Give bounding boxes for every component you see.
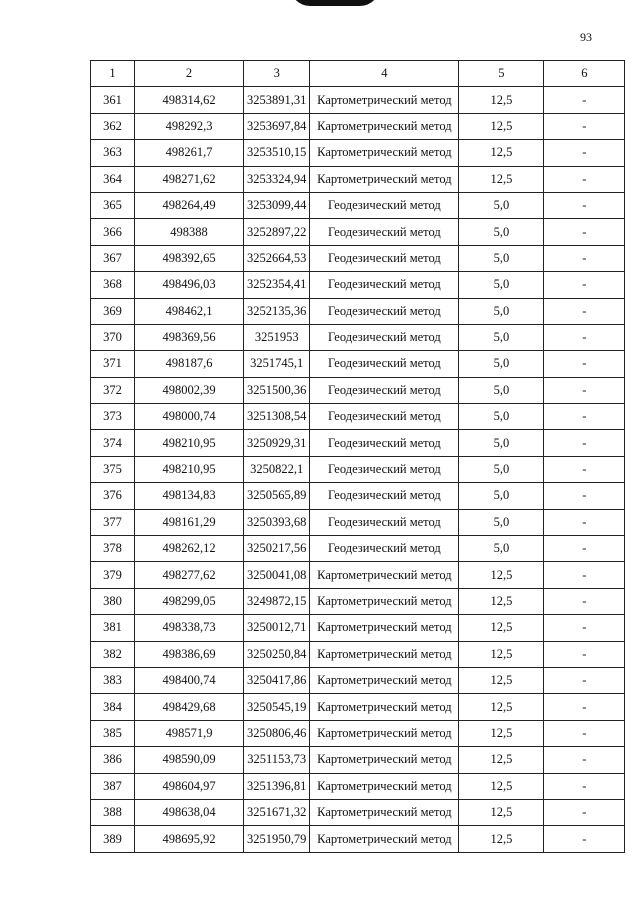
- table-cell: 498292,3: [135, 113, 244, 139]
- table-cell: Картометрический метод: [310, 773, 459, 799]
- table-cell: Геодезический метод: [310, 272, 459, 298]
- table-cell: Геодезический метод: [310, 324, 459, 350]
- table-cell: 5,0: [459, 404, 544, 430]
- table-cell: -: [544, 113, 625, 139]
- table-cell: -: [544, 377, 625, 403]
- table-cell: -: [544, 298, 625, 324]
- table-cell: 498638,04: [135, 799, 244, 825]
- table-cell: -: [544, 536, 625, 562]
- table-cell: -: [544, 483, 625, 509]
- table-cell: 498277,62: [135, 562, 244, 588]
- table-cell: 371: [91, 351, 135, 377]
- table-cell: 3250393,68: [244, 509, 310, 535]
- table-cell: 365: [91, 192, 135, 218]
- table-cell: 3251396,81: [244, 773, 310, 799]
- table-row: [91, 219, 625, 245]
- table-cell: -: [544, 324, 625, 350]
- table-cell: 3253891,31: [244, 87, 310, 113]
- table-cell: 5,0: [459, 377, 544, 403]
- table-cell: 12,5: [459, 694, 544, 720]
- table-cell: 498002,39: [135, 377, 244, 403]
- table-cell: 12,5: [459, 720, 544, 746]
- table-cell: Картометрический метод: [310, 641, 459, 667]
- table-cell: 5,0: [459, 219, 544, 245]
- table-row: [91, 404, 625, 430]
- table-cell: 379: [91, 562, 135, 588]
- header-cell: 5: [459, 61, 544, 87]
- table-cell: 362: [91, 113, 135, 139]
- table-cell: 368: [91, 272, 135, 298]
- table-cell: 12,5: [459, 562, 544, 588]
- table-cell: 12,5: [459, 773, 544, 799]
- table-row: [91, 773, 625, 799]
- table-cell: Геодезический метод: [310, 377, 459, 403]
- table-row: [91, 140, 625, 166]
- table-cell: -: [544, 456, 625, 482]
- table-cell: 3253099,44: [244, 192, 310, 218]
- table-cell: -: [544, 245, 625, 271]
- table-cell: 498571,9: [135, 720, 244, 746]
- table-row: [91, 694, 625, 720]
- table-row: [91, 509, 625, 535]
- table-row: [91, 272, 625, 298]
- table-cell: Картометрический метод: [310, 826, 459, 852]
- table-cell: 498000,74: [135, 404, 244, 430]
- table-cell: 374: [91, 430, 135, 456]
- table-cell: 3250250,84: [244, 641, 310, 667]
- table-cell: 12,5: [459, 799, 544, 825]
- table-cell: -: [544, 219, 625, 245]
- table-cell: 498210,95: [135, 430, 244, 456]
- table-cell: Картометрический метод: [310, 140, 459, 166]
- table-cell: 498264,49: [135, 192, 244, 218]
- table-cell: 377: [91, 509, 135, 535]
- table-cell: 3250806,46: [244, 720, 310, 746]
- table-cell: 3253697,84: [244, 113, 310, 139]
- table-row: [91, 588, 625, 614]
- table-cell: Геодезический метод: [310, 430, 459, 456]
- table-cell: -: [544, 272, 625, 298]
- table-cell: 498299,05: [135, 588, 244, 614]
- table-cell: 12,5: [459, 113, 544, 139]
- table-cell: 3251153,73: [244, 747, 310, 773]
- table-cell: 12,5: [459, 166, 544, 192]
- table-row: [91, 113, 625, 139]
- table-row: [91, 536, 625, 562]
- table-cell: -: [544, 826, 625, 852]
- table-cell: 3250545,19: [244, 694, 310, 720]
- table-cell: 3252664,53: [244, 245, 310, 271]
- table-cell: -: [544, 747, 625, 773]
- table-cell: 3251500,36: [244, 377, 310, 403]
- table-cell: 361: [91, 87, 135, 113]
- table-cell: 5,0: [459, 351, 544, 377]
- table-cell: 5,0: [459, 245, 544, 271]
- table-cell: -: [544, 140, 625, 166]
- table-cell: Геодезический метод: [310, 483, 459, 509]
- table-cell: 385: [91, 720, 135, 746]
- table-row: [91, 298, 625, 324]
- table-cell: 498210,95: [135, 456, 244, 482]
- table-cell: 498386,69: [135, 641, 244, 667]
- table-cell: -: [544, 667, 625, 693]
- table-cell: 3252897,22: [244, 219, 310, 245]
- table-cell: 12,5: [459, 826, 544, 852]
- table-cell: 12,5: [459, 615, 544, 641]
- table-cell: 383: [91, 667, 135, 693]
- table-cell: 3252354,41: [244, 272, 310, 298]
- table-cell: Геодезический метод: [310, 298, 459, 324]
- table-cell: 372: [91, 377, 135, 403]
- table-cell: -: [544, 404, 625, 430]
- table-cell: 3253324,94: [244, 166, 310, 192]
- table-cell: Картометрический метод: [310, 694, 459, 720]
- table-row: [91, 456, 625, 482]
- table-cell: 367: [91, 245, 135, 271]
- table-cell: Геодезический метод: [310, 509, 459, 535]
- table-cell: Геодезический метод: [310, 245, 459, 271]
- table-cell: 3250041,08: [244, 562, 310, 588]
- table-cell: 387: [91, 773, 135, 799]
- table-cell: 498604,97: [135, 773, 244, 799]
- table-cell: Картометрический метод: [310, 166, 459, 192]
- table-cell: 366: [91, 219, 135, 245]
- table-cell: 3252135,36: [244, 298, 310, 324]
- table-cell: 5,0: [459, 483, 544, 509]
- table-cell: Картометрический метод: [310, 720, 459, 746]
- table-cell: 498271,62: [135, 166, 244, 192]
- table-cell: 382: [91, 641, 135, 667]
- table-cell: 3250217,56: [244, 536, 310, 562]
- table-cell: -: [544, 351, 625, 377]
- table-cell: 369: [91, 298, 135, 324]
- table-cell: 12,5: [459, 641, 544, 667]
- table-cell: 12,5: [459, 140, 544, 166]
- table-row: [91, 377, 625, 403]
- table-cell: 376: [91, 483, 135, 509]
- page-number: 93: [580, 30, 592, 44]
- table-cell: 5,0: [459, 272, 544, 298]
- table-cell: Картометрический метод: [310, 667, 459, 693]
- table-row: [91, 667, 625, 693]
- table-cell: 5,0: [459, 509, 544, 535]
- header-cell: 1: [91, 61, 135, 87]
- table-cell: 3250417,86: [244, 667, 310, 693]
- table-cell: 498392,65: [135, 245, 244, 271]
- table-cell: Геодезический метод: [310, 192, 459, 218]
- table-body: [91, 61, 625, 853]
- table-row: [91, 430, 625, 456]
- table-cell: 498429,68: [135, 694, 244, 720]
- table-cell: 3251950,79: [244, 826, 310, 852]
- table-cell: 5,0: [459, 536, 544, 562]
- table-cell: 384: [91, 694, 135, 720]
- table-cell: 388: [91, 799, 135, 825]
- table-cell: 3250822,1: [244, 456, 310, 482]
- table-cell: 498314,62: [135, 87, 244, 113]
- table-cell: Картометрический метод: [310, 113, 459, 139]
- table-cell: Картометрический метод: [310, 615, 459, 641]
- header-cell: 6: [544, 61, 625, 87]
- table-cell: 3251953: [244, 324, 310, 350]
- table-cell: 378: [91, 536, 135, 562]
- table-cell: 370: [91, 324, 135, 350]
- table-cell: Геодезический метод: [310, 456, 459, 482]
- table-cell: 5,0: [459, 456, 544, 482]
- table-cell: 498462,1: [135, 298, 244, 324]
- table-cell: 3250565,89: [244, 483, 310, 509]
- table-cell: 498695,92: [135, 826, 244, 852]
- table-cell: Картометрический метод: [310, 799, 459, 825]
- binding-mark: [290, 0, 380, 6]
- table-cell: 5,0: [459, 430, 544, 456]
- table-cell: 498261,7: [135, 140, 244, 166]
- table-cell: 12,5: [459, 588, 544, 614]
- table-cell: -: [544, 562, 625, 588]
- table-cell: -: [544, 430, 625, 456]
- header-cell: 3: [244, 61, 310, 87]
- table-cell: -: [544, 694, 625, 720]
- table-cell: Картометрический метод: [310, 87, 459, 113]
- header-cell: 4: [310, 61, 459, 87]
- table-row: [91, 641, 625, 667]
- table-cell: 3250012,71: [244, 615, 310, 641]
- table-cell: 12,5: [459, 667, 544, 693]
- table-cell: 12,5: [459, 747, 544, 773]
- table-row: [91, 324, 625, 350]
- table-row: [91, 166, 625, 192]
- table-row: [91, 483, 625, 509]
- table-header-row: [91, 61, 625, 87]
- table-cell: 363: [91, 140, 135, 166]
- table-cell: 5,0: [459, 324, 544, 350]
- table-cell: 373: [91, 404, 135, 430]
- table-cell: -: [544, 588, 625, 614]
- table-cell: 3249872,15: [244, 588, 310, 614]
- table-cell: 498590,09: [135, 747, 244, 773]
- table-cell: -: [544, 509, 625, 535]
- table-cell: 381: [91, 615, 135, 641]
- table-cell: 498369,56: [135, 324, 244, 350]
- table-cell: Геодезический метод: [310, 536, 459, 562]
- table-cell: 498338,73: [135, 615, 244, 641]
- table-row: [91, 562, 625, 588]
- table-cell: 498400,74: [135, 667, 244, 693]
- table-cell: -: [544, 615, 625, 641]
- table-cell: 498496,03: [135, 272, 244, 298]
- table-row: [91, 615, 625, 641]
- table-cell: 3251671,32: [244, 799, 310, 825]
- table-cell: 364: [91, 166, 135, 192]
- table-row: [91, 87, 625, 113]
- table-cell: 498134,83: [135, 483, 244, 509]
- table-cell: 375: [91, 456, 135, 482]
- table-cell: Картометрический метод: [310, 588, 459, 614]
- header-cell: 2: [135, 61, 244, 87]
- table-row: [91, 826, 625, 852]
- table-row: [91, 799, 625, 825]
- table-cell: 3253510,15: [244, 140, 310, 166]
- table-cell: 498187,6: [135, 351, 244, 377]
- table-row: [91, 720, 625, 746]
- table-cell: 3251745,1: [244, 351, 310, 377]
- table-cell: Геодезический метод: [310, 404, 459, 430]
- table-cell: 5,0: [459, 298, 544, 324]
- table-row: [91, 351, 625, 377]
- table-cell: -: [544, 720, 625, 746]
- table-cell: 380: [91, 588, 135, 614]
- table-cell: -: [544, 87, 625, 113]
- coordinates-table: [90, 60, 625, 853]
- table-cell: -: [544, 192, 625, 218]
- table-cell: Геодезический метод: [310, 219, 459, 245]
- table-cell: 3251308,54: [244, 404, 310, 430]
- table-cell: 12,5: [459, 87, 544, 113]
- table-cell: -: [544, 799, 625, 825]
- table-row: [91, 747, 625, 773]
- table-cell: Геодезический метод: [310, 351, 459, 377]
- table-cell: 389: [91, 826, 135, 852]
- table-cell: 498161,29: [135, 509, 244, 535]
- table-cell: -: [544, 773, 625, 799]
- table-cell: 386: [91, 747, 135, 773]
- table-cell: -: [544, 166, 625, 192]
- table-cell: Картометрический метод: [310, 747, 459, 773]
- table-cell: Картометрический метод: [310, 562, 459, 588]
- table-cell: 3250929,31: [244, 430, 310, 456]
- table-row: [91, 245, 625, 271]
- table-cell: 498388: [135, 219, 244, 245]
- table-cell: 498262,12: [135, 536, 244, 562]
- table-row: [91, 192, 625, 218]
- table-cell: 5,0: [459, 192, 544, 218]
- table-cell: -: [544, 641, 625, 667]
